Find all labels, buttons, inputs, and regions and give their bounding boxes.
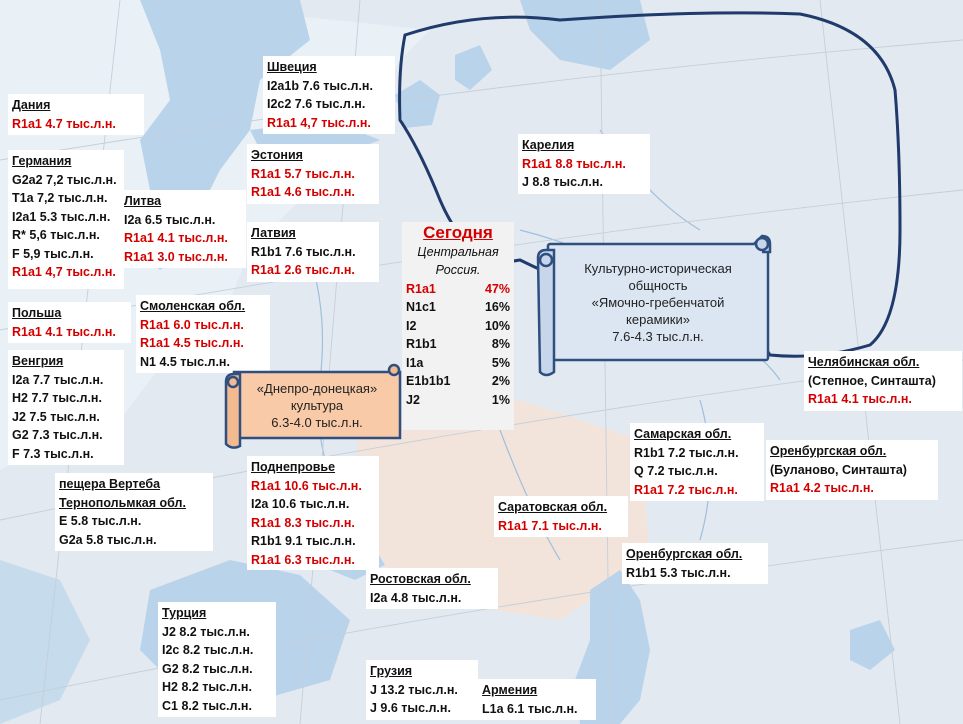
haplogroup-line: C1 8.2 тыс.л.н. bbox=[162, 698, 252, 713]
scroll-line: «Днепро-донецкая» bbox=[256, 381, 378, 396]
region-armeniya bbox=[478, 679, 596, 720]
haplogroup-line: R1a1 4,7 тыс.л.н. bbox=[267, 115, 371, 130]
haplogroup-label: R1b1 bbox=[406, 337, 437, 351]
today-row bbox=[406, 317, 510, 336]
haplogroup-line: R1a1 4.5 тыс.л.н. bbox=[140, 336, 244, 350]
haplogroup-line: R1a1 7.1 тыс.л.н. bbox=[498, 518, 602, 533]
region-chelyabinsk bbox=[804, 351, 962, 411]
haplogroup-line: I2c2 7.6 тыс.л.н. bbox=[267, 97, 366, 111]
haplogroup-percent: 10% bbox=[484, 318, 510, 333]
region-title: пещера Вертеба bbox=[59, 477, 161, 491]
haplogroup-line: I2a 6.5 тыс.л.н. bbox=[124, 212, 216, 227]
haplogroup-line: R1b1 5.3 тыс.л.н. bbox=[626, 565, 731, 580]
region-title: Швеция bbox=[267, 60, 317, 74]
scroll-line: Культурно-историческая bbox=[584, 261, 732, 276]
haplogroup-line: I2a 10.6 тыс.л.н. bbox=[251, 497, 350, 511]
haplogroup-line: F 7.3 тыс.л.н. bbox=[12, 446, 94, 461]
haplogroup-line: J 9.6 тыс.л.н. bbox=[370, 701, 451, 715]
haplogroup-line: I2a1 5.3 тыс.л.н. bbox=[12, 209, 111, 224]
haplogroup-line: R1a1 4.1 тыс.л.н. bbox=[124, 231, 228, 245]
haplogroup-line: R1a1 4.1 тыс.л.н. bbox=[808, 392, 912, 406]
haplogroup-line: R1b1 7.6 тыс.л.н. bbox=[251, 244, 356, 259]
haplogroup-line: G2a2 7,2 тыс.л.н. bbox=[12, 172, 117, 187]
haplogroup-label: R1a1 bbox=[406, 281, 436, 296]
haplogroup-line: L1a 6.1 тыс.л.н. bbox=[482, 701, 578, 716]
region-title: Грузия bbox=[370, 664, 413, 678]
region-title: Оренбургская обл. bbox=[626, 547, 743, 561]
haplogroup-line: N1 4.5 тыс.л.н. bbox=[140, 354, 230, 369]
region-title: Оренбургская обл. bbox=[770, 444, 887, 458]
haplogroup-line: R1a1 6.0 тыс.л.н. bbox=[140, 317, 244, 332]
haplogroup-line: (Степное, Синташта) bbox=[808, 373, 936, 388]
haplogroup-line: R1a1 5.7 тыс.л.н. bbox=[251, 166, 355, 181]
region-title: Карелия bbox=[522, 138, 575, 152]
haplogroup-line: G2 8.2 тыс.л.н. bbox=[162, 661, 253, 676]
today-subtitle: Россия. bbox=[435, 263, 481, 277]
region-kareliya bbox=[518, 134, 650, 194]
haplogroup-line: I2a 7.7 тыс.л.н. bbox=[12, 372, 104, 387]
haplogroup-label: E1b1b1 bbox=[406, 374, 451, 388]
haplogroup-line: J2 8.2 тыс.л.н. bbox=[162, 624, 250, 639]
scroll-line: общность bbox=[628, 278, 688, 293]
haplogroup-line: E 5.8 тыс.л.н. bbox=[59, 514, 142, 528]
region-title: Челябинская обл. bbox=[808, 355, 920, 369]
haplogroup-line: J2 7.5 тыс.л.н. bbox=[12, 409, 100, 424]
region-title: Саратовская обл. bbox=[498, 500, 608, 514]
scroll-line: культура bbox=[290, 398, 344, 413]
today-row bbox=[406, 354, 510, 373]
haplogroup-line: R1b1 7.2 тыс.л.н. bbox=[634, 445, 739, 460]
region-vengriya bbox=[8, 350, 124, 465]
region-polsha bbox=[8, 302, 131, 343]
region-title: Ростовская обл. bbox=[370, 572, 471, 586]
haplogroup-label: J2 bbox=[406, 392, 420, 407]
haplogroup-line: G2 7.3 тыс.л.н. bbox=[12, 428, 103, 442]
today-row bbox=[406, 391, 510, 410]
region-title: Дания bbox=[12, 98, 51, 112]
region-saratov bbox=[494, 496, 628, 537]
haplogroup-percent: 5% bbox=[491, 355, 510, 370]
haplogroup-line: J 8.8 тыс.л.н. bbox=[522, 175, 603, 189]
today-row bbox=[406, 298, 510, 317]
haplogroup-line: R1a1 6.3 тыс.л.н. bbox=[251, 552, 355, 567]
haplogroup-line: (Буланово, Синташта) bbox=[770, 462, 907, 477]
region-podneprove bbox=[247, 456, 379, 570]
haplogroup-percent: 47% bbox=[484, 281, 510, 296]
region-turciya bbox=[158, 602, 276, 717]
region-estoniya bbox=[247, 144, 379, 204]
haplogroup-line: R1a1 4.7 тыс.л.н. bbox=[12, 116, 116, 131]
haplogroup-percent: 8% bbox=[491, 337, 510, 351]
region-title: Венгрия bbox=[12, 354, 64, 368]
haplogroup-line: R1a1 4.6 тыс.л.н. bbox=[251, 185, 355, 199]
today-subtitle: Центральная bbox=[417, 244, 499, 259]
haplogroup-line: R1a1 7.2 тыс.л.н. bbox=[634, 482, 738, 497]
haplogroup-line: Q 7.2 тыс.л.н. bbox=[634, 464, 718, 478]
haplogroup-line: T1a 7,2 тыс.л.н. bbox=[12, 191, 108, 205]
region-title: Польша bbox=[12, 306, 62, 320]
region-title: Поднепровье bbox=[251, 460, 336, 474]
region-germaniya bbox=[8, 150, 124, 289]
haplogroup-line: I2a 4.8 тыс.л.н. bbox=[370, 590, 462, 605]
haplogroup-line: R1a1 4.1 тыс.л.н. bbox=[12, 324, 116, 339]
haplogroup-line: R1a1 8.8 тыс.л.н. bbox=[522, 156, 626, 171]
haplogroup-line: R1a1 10.6 тыс.л.н. bbox=[251, 478, 362, 493]
haplogroup-percent: 16% bbox=[484, 300, 510, 314]
region-daniya bbox=[8, 94, 144, 135]
haplogroup-line: G2a 5.8 тыс.л.н. bbox=[59, 532, 157, 547]
haplogroup-line: I2a1b 7.6 тыс.л.н. bbox=[267, 78, 373, 93]
region-title: Смоленская обл. bbox=[140, 299, 246, 313]
haplogroup-line: I2c 8.2 тыс.л.н. bbox=[162, 643, 254, 657]
scroll-line: керамики» bbox=[626, 312, 690, 327]
haplogroup-line: H2 8.2 тыс.л.н. bbox=[162, 680, 252, 694]
haplogroup-line: R1a1 3.0 тыс.л.н. bbox=[124, 249, 228, 264]
region-title: Эстония bbox=[251, 148, 303, 162]
region-title: Самарская обл. bbox=[634, 427, 732, 441]
haplogroup-label: I1a bbox=[406, 355, 424, 370]
region-litva bbox=[120, 190, 246, 268]
haplogroup-line: R1a1 4.2 тыс.л.н. bbox=[770, 481, 874, 495]
haplogroup-line: R* 5,6 тыс.л.н. bbox=[12, 228, 100, 242]
region-title: Литва bbox=[124, 194, 162, 208]
region-samara bbox=[630, 423, 764, 501]
region-gruziya bbox=[366, 660, 478, 720]
haplogroup-line: J 13.2 тыс.л.н. bbox=[370, 682, 458, 697]
region-orenburg-2 bbox=[622, 543, 768, 584]
region-orenburg-1 bbox=[766, 440, 938, 500]
today-panel bbox=[402, 222, 514, 430]
haplogroup-percent: 1% bbox=[491, 392, 510, 407]
scroll-line: 6.3-4.0 тыс.л.н. bbox=[271, 415, 363, 430]
today-row bbox=[406, 280, 510, 299]
haplogroup-line: R1a1 4,7 тыс.л.н. bbox=[12, 265, 116, 279]
region-verteba bbox=[55, 473, 213, 551]
scroll-line: 7.6-4.3 тыс.л.н. bbox=[612, 329, 704, 344]
region-title: Турция bbox=[162, 606, 207, 620]
scroll-dnepr-culture bbox=[238, 380, 396, 431]
region-rostov bbox=[366, 568, 498, 609]
today-title: Сегодня bbox=[423, 223, 493, 242]
haplogroup-percent: 2% bbox=[491, 374, 510, 388]
region-title: Армения bbox=[482, 683, 538, 697]
today-row bbox=[406, 335, 510, 354]
region-title: Германия bbox=[12, 154, 72, 168]
haplogroup-line: R1b1 9.1 тыс.л.н. bbox=[251, 534, 356, 548]
haplogroup-label: I2 bbox=[406, 318, 417, 333]
haplogroup-label: N1c1 bbox=[406, 300, 436, 314]
scroll-comb-ware bbox=[556, 260, 760, 345]
today-row bbox=[406, 372, 510, 391]
region-title: Латвия bbox=[251, 226, 296, 240]
region-latviya bbox=[247, 222, 379, 282]
haplogroup-line: F 5,9 тыс.л.н. bbox=[12, 246, 94, 261]
haplogroup-line: R1a1 8.3 тыс.л.н. bbox=[251, 515, 355, 530]
region-subtitle: Тернопольмкая обл. bbox=[59, 495, 186, 510]
haplogroup-line: R1a1 2.6 тыс.л.н. bbox=[251, 263, 355, 277]
haplogroup-line: H2 7.7 тыс.л.н. bbox=[12, 391, 102, 405]
region-shveciya bbox=[263, 56, 395, 134]
scroll-line: «Ямочно-гребенчатой bbox=[591, 295, 725, 310]
